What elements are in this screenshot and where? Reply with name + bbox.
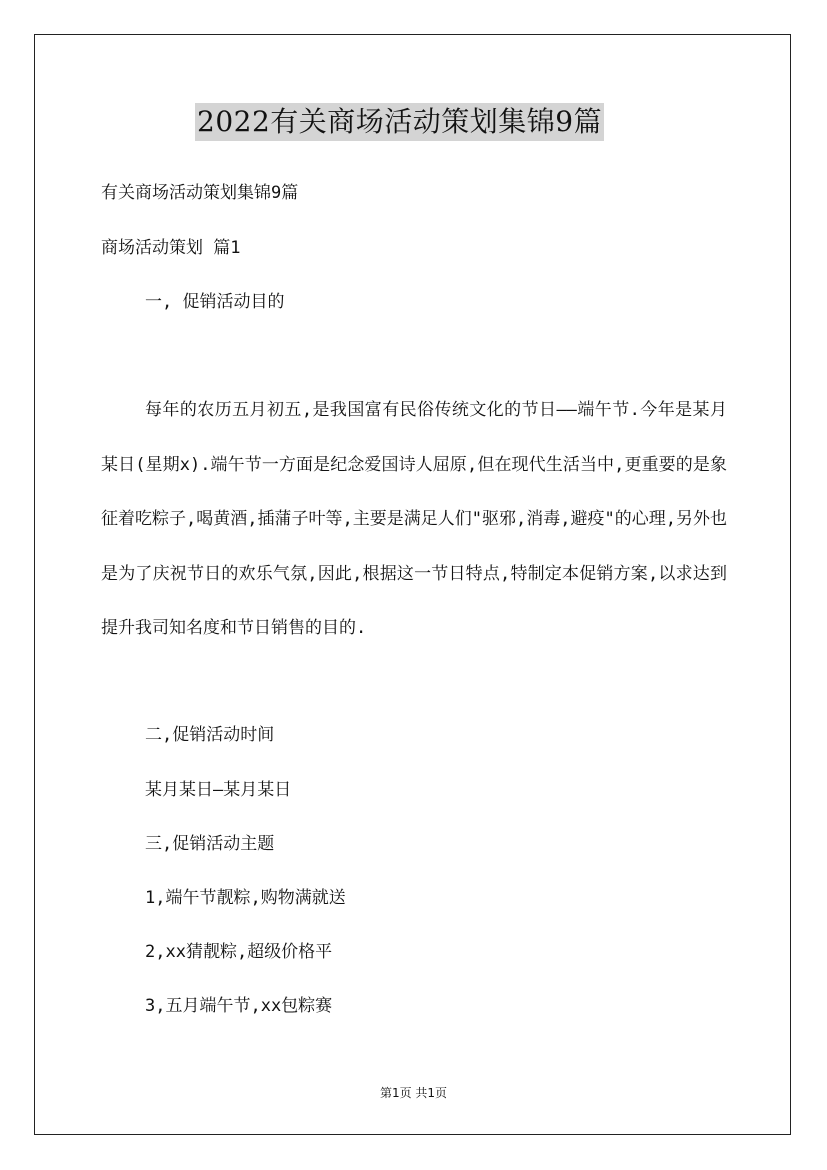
heading-theme: 三,促销活动主题	[145, 834, 275, 854]
list-item: 2,xx猜靓粽,超级价格平	[145, 942, 333, 962]
list-item: 3,五月端午节,xx包粽赛	[145, 996, 333, 1016]
heading-time: 二,促销活动时间	[145, 725, 275, 745]
page-number-footer: 第1页 共1页	[379, 1086, 448, 1100]
list-item: 1,端午节靓粽,购物满就送	[145, 888, 346, 908]
section-heading: 商场活动策划 篇1	[101, 238, 241, 258]
time-range: 某月某日—某月某日	[145, 780, 292, 800]
document-subtitle: 有关商场活动策划集锦9篇	[101, 183, 299, 203]
heading-purpose: 一, 促销活动目的	[145, 292, 285, 312]
document-title: 2022有关商场活动策划集锦9篇	[195, 103, 604, 141]
paragraph-purpose: 每年的农历五月初五,是我国富有民俗传统文化的节日——端午节.今年是某月某日(星期x).端午节一方面是纪念爱国诗人屈原,但在现代生活当中,更重要的是象征着吃粽子,喝黄酒,插蒲子叶等,主要是满足人们"驱邪,消毒,避疫"的心理,另外也是为了庆祝节日的欢乐气氛,因此,根据这一节日特点,特制定本促销方案,以求达到提升我司知名度和节日销售的目的.	[101, 400, 727, 638]
